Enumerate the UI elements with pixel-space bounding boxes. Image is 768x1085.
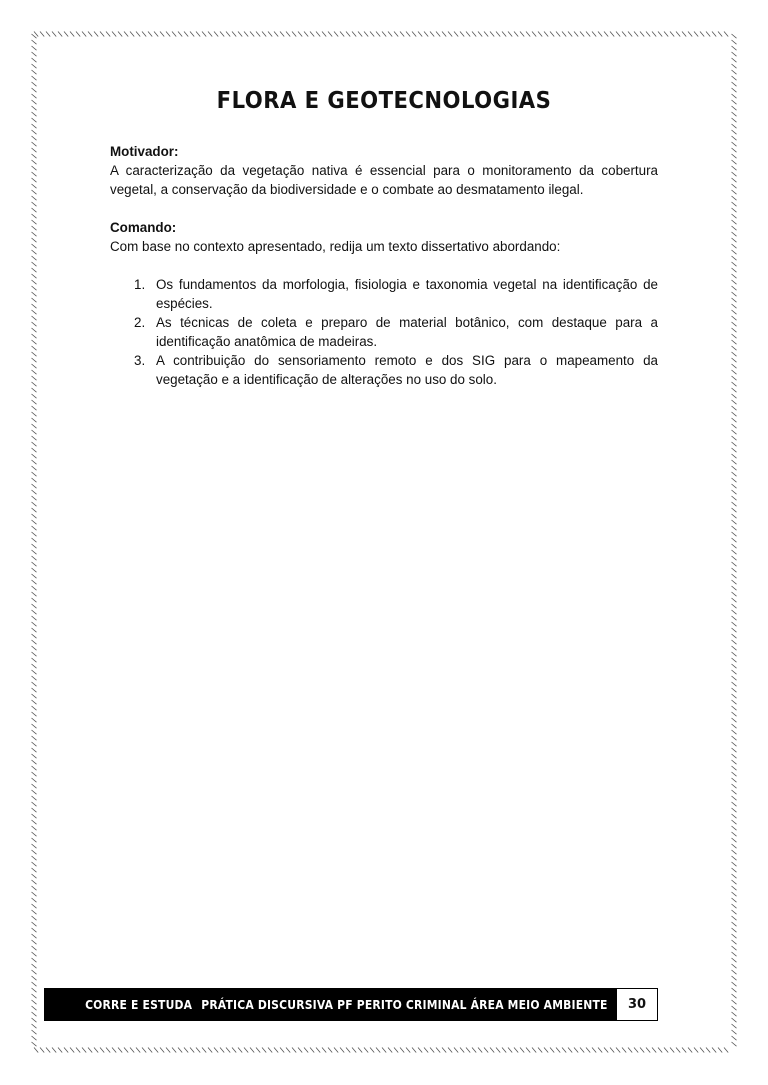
spacer [110,256,658,275]
list-item-number: 2. [134,315,146,330]
footer-brand: CORRE E ESTUDA [85,997,193,1012]
list-item [110,313,658,351]
task-list [110,275,658,389]
motivator-text: A caracterização da vegetação nativa é essencial para o monitoramento da cobertura vegetal, a conservação da biodiversidade e o combate ao desmatamento ilegal. [110,163,658,197]
command-label: Comando: [110,220,177,235]
command-text: Com base no contexto apresentado, redija um texto dissertativo abordando: [110,239,561,254]
list-item-number: 1. [134,277,146,292]
page-title: FLORA E GEOTECNOLOGIAS [216,88,552,114]
spacer [110,199,658,218]
list-item-number: 3. [134,353,146,368]
footer-course: PRÁTICA DISCURSIVA PF PERITO CRIMINAL ÁREA MEIO AMBIENTE [201,997,608,1012]
list-item [110,275,658,313]
motivator-label: Motivador: [110,144,179,159]
document-body [110,142,658,389]
list-item-text: A contribuição do sensoriamento remoto e dos SIG para o mapeamento da vegetação e a identificação de alterações no uso do solo. [156,353,658,387]
list-item-text: As técnicas de coleta e preparo de material botânico, com destaque para a identificação anatômica de madeiras. [156,315,658,349]
footer-bar [44,988,616,1021]
list-item-text: Os fundamentos da morfologia, fisiologia e taxonomia vegetal na identificação de espécies. [156,277,658,311]
list-item [110,351,658,389]
page-number: 30 [616,988,658,1021]
